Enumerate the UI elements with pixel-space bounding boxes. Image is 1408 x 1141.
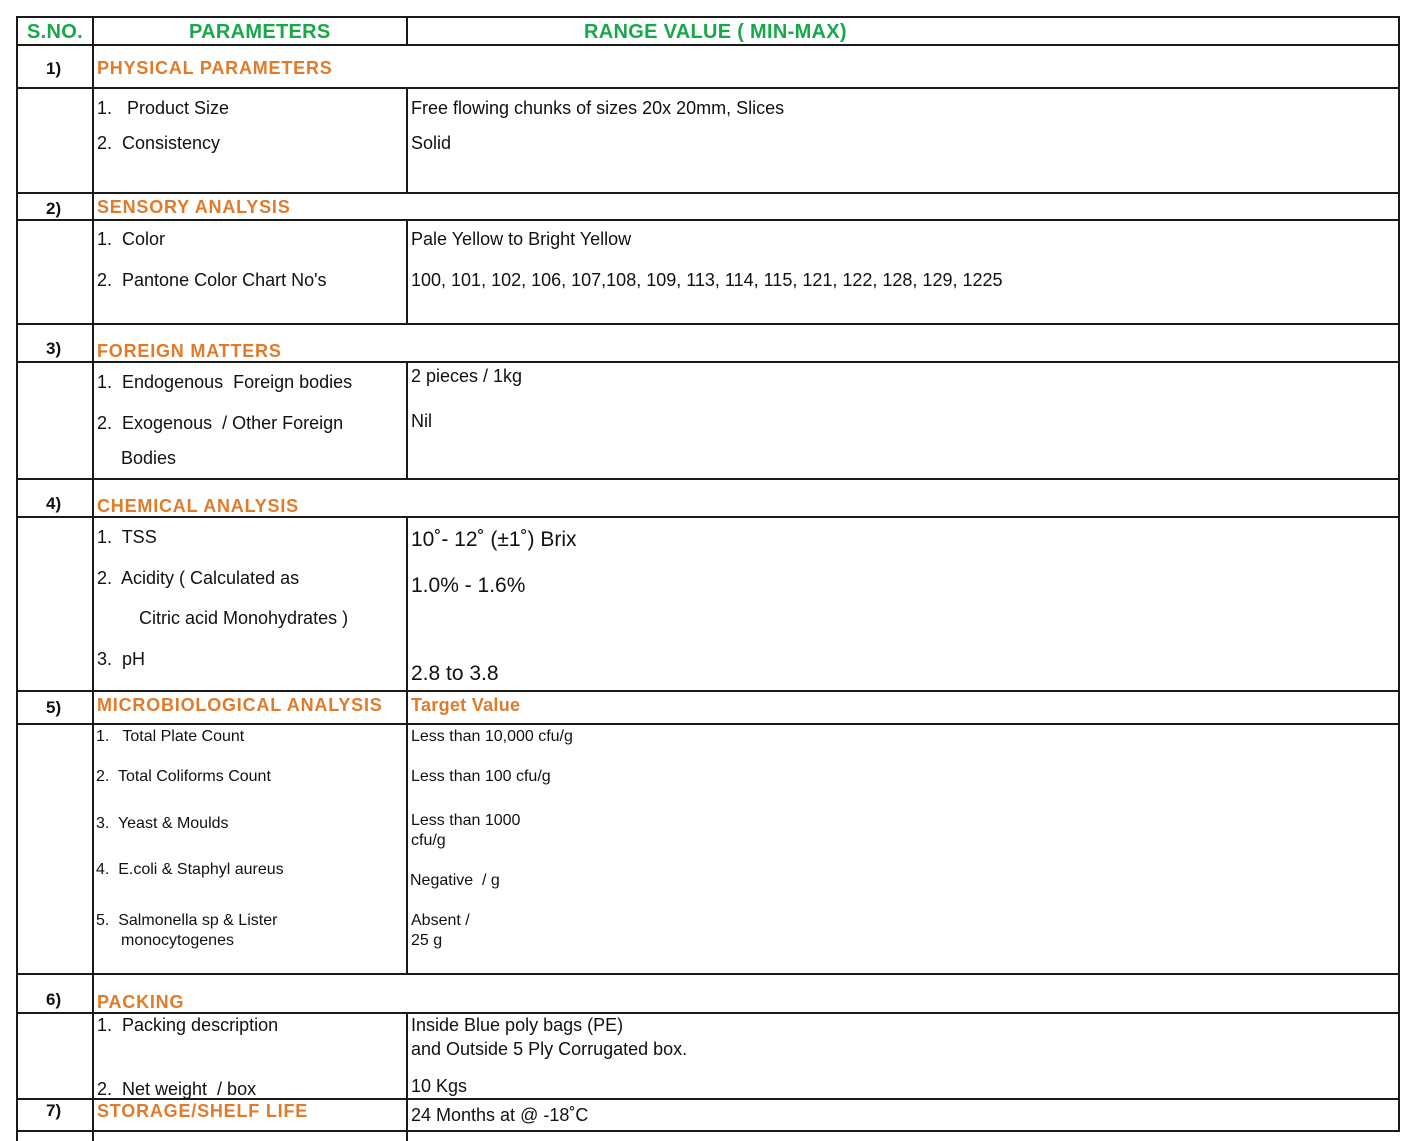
section-title-packing: PACKING — [97, 992, 185, 1012]
grid-line — [406, 723, 408, 975]
param-value-continuation: cfu/g — [411, 832, 446, 849]
param-value: 2.8 to 3.8 — [411, 662, 499, 685]
section-number: 3) — [46, 339, 62, 358]
param-value: Absent / — [411, 912, 470, 929]
section-title-storage: STORAGE/SHELF LIFE — [97, 1101, 309, 1121]
grid-line — [92, 16, 94, 1141]
target-value-heading: Target Value — [411, 695, 521, 715]
param-label: 5. Salmonella sp & Lister — [96, 912, 278, 929]
param-label: 2. Pantone Color Chart No's — [97, 270, 327, 290]
param-label: 1. Endogenous Foreign bodies — [97, 372, 353, 392]
section-number: 1) — [46, 59, 62, 78]
param-label: 1. TSS — [97, 527, 157, 547]
param-label: 3. Yeast & Moulds — [96, 815, 229, 832]
grid-line — [16, 690, 1400, 692]
section-number: 6) — [46, 990, 62, 1009]
grid-line — [406, 16, 408, 46]
section-title-chemical: CHEMICAL ANALYSIS — [97, 496, 299, 516]
param-value: Free flowing chunks of sizes 20x 20mm, Slices — [411, 98, 785, 118]
param-value: Less than 100 cfu/g — [411, 768, 551, 785]
param-value: 24 Months at @ -18˚C — [411, 1105, 589, 1125]
grid-line — [406, 516, 408, 725]
param-value: Less than 10,000 cfu/g — [411, 728, 573, 745]
param-value: Pale Yellow to Bright Yellow — [411, 229, 632, 249]
grid-line — [16, 1130, 1400, 1132]
section-title-foreign: FOREIGN MATTERS — [97, 341, 282, 361]
param-label: 1. Color — [97, 229, 166, 249]
section-number: 7) — [46, 1101, 62, 1120]
param-value-continuation: 25 g — [411, 932, 443, 949]
section-title-microbiological: MICROBIOLOGICAL ANALYSIS — [97, 695, 383, 715]
param-value: Solid — [411, 133, 452, 153]
param-label: 2. Acidity ( Calculated as — [97, 568, 300, 588]
grid-line — [16, 323, 1400, 325]
param-value: 10˚- 12˚ (±1˚) Brix — [411, 528, 577, 551]
grid-line — [406, 1012, 408, 1141]
grid-line — [406, 219, 408, 325]
param-label-continuation: Citric acid Monohydrates ) — [139, 608, 349, 628]
grid-line — [16, 16, 18, 1141]
grid-line — [16, 16, 1400, 18]
param-label: 2. Net weight / box — [97, 1079, 257, 1099]
param-value: Nil — [411, 411, 432, 431]
grid-line — [16, 44, 1400, 46]
section-title-physical: PHYSICAL PARAMETERS — [97, 58, 333, 78]
param-value: 1.0% - 1.6% — [411, 574, 526, 597]
param-label-continuation: monocytogenes — [121, 932, 234, 949]
param-label: 1. Total Plate Count — [96, 728, 245, 745]
header-sno: S.NO. — [27, 21, 83, 43]
param-label: 2. Total Coliforms Count — [96, 768, 271, 785]
section-number: 2) — [46, 199, 62, 218]
param-label: 4. E.coli & Staphyl aureus — [96, 861, 284, 878]
section-number: 4) — [46, 494, 62, 513]
grid-line — [1398, 16, 1400, 1132]
param-value: Inside Blue poly bags (PE) — [411, 1015, 624, 1035]
param-value: Negative / g — [410, 872, 500, 889]
param-value: 10 Kgs — [411, 1076, 468, 1096]
grid-line — [16, 973, 1400, 975]
param-label: 1. Product Size — [97, 98, 230, 118]
param-value-continuation: and Outside 5 Ply Corrugated box. — [411, 1039, 688, 1059]
param-label: 2. Exogenous / Other Foreign — [97, 413, 344, 433]
param-label-continuation: Bodies — [121, 448, 177, 468]
section-number: 5) — [46, 698, 62, 717]
header-range-value: RANGE VALUE ( MIN-MAX) — [584, 21, 847, 43]
grid-line — [406, 361, 408, 480]
grid-line — [16, 478, 1400, 480]
grid-line — [16, 192, 1400, 194]
grid-line — [406, 87, 408, 194]
param-label: 2. Consistency — [97, 133, 221, 153]
grid-line — [16, 87, 1400, 89]
param-label: 3. pH — [97, 649, 146, 669]
section-title-sensory: SENSORY ANALYSIS — [97, 197, 291, 217]
param-value: Less than 1000 — [411, 812, 521, 829]
param-value: 100, 101, 102, 106, 107,108, 109, 113, 114, 115, 121, 122, 128, 129, 1225 — [411, 270, 1003, 290]
grid-line — [16, 219, 1400, 221]
param-value: 2 pieces / 1kg — [411, 366, 523, 386]
grid-line — [16, 723, 1400, 725]
header-parameters: PARAMETERS — [189, 21, 331, 43]
param-label: 1. Packing description — [97, 1015, 279, 1035]
